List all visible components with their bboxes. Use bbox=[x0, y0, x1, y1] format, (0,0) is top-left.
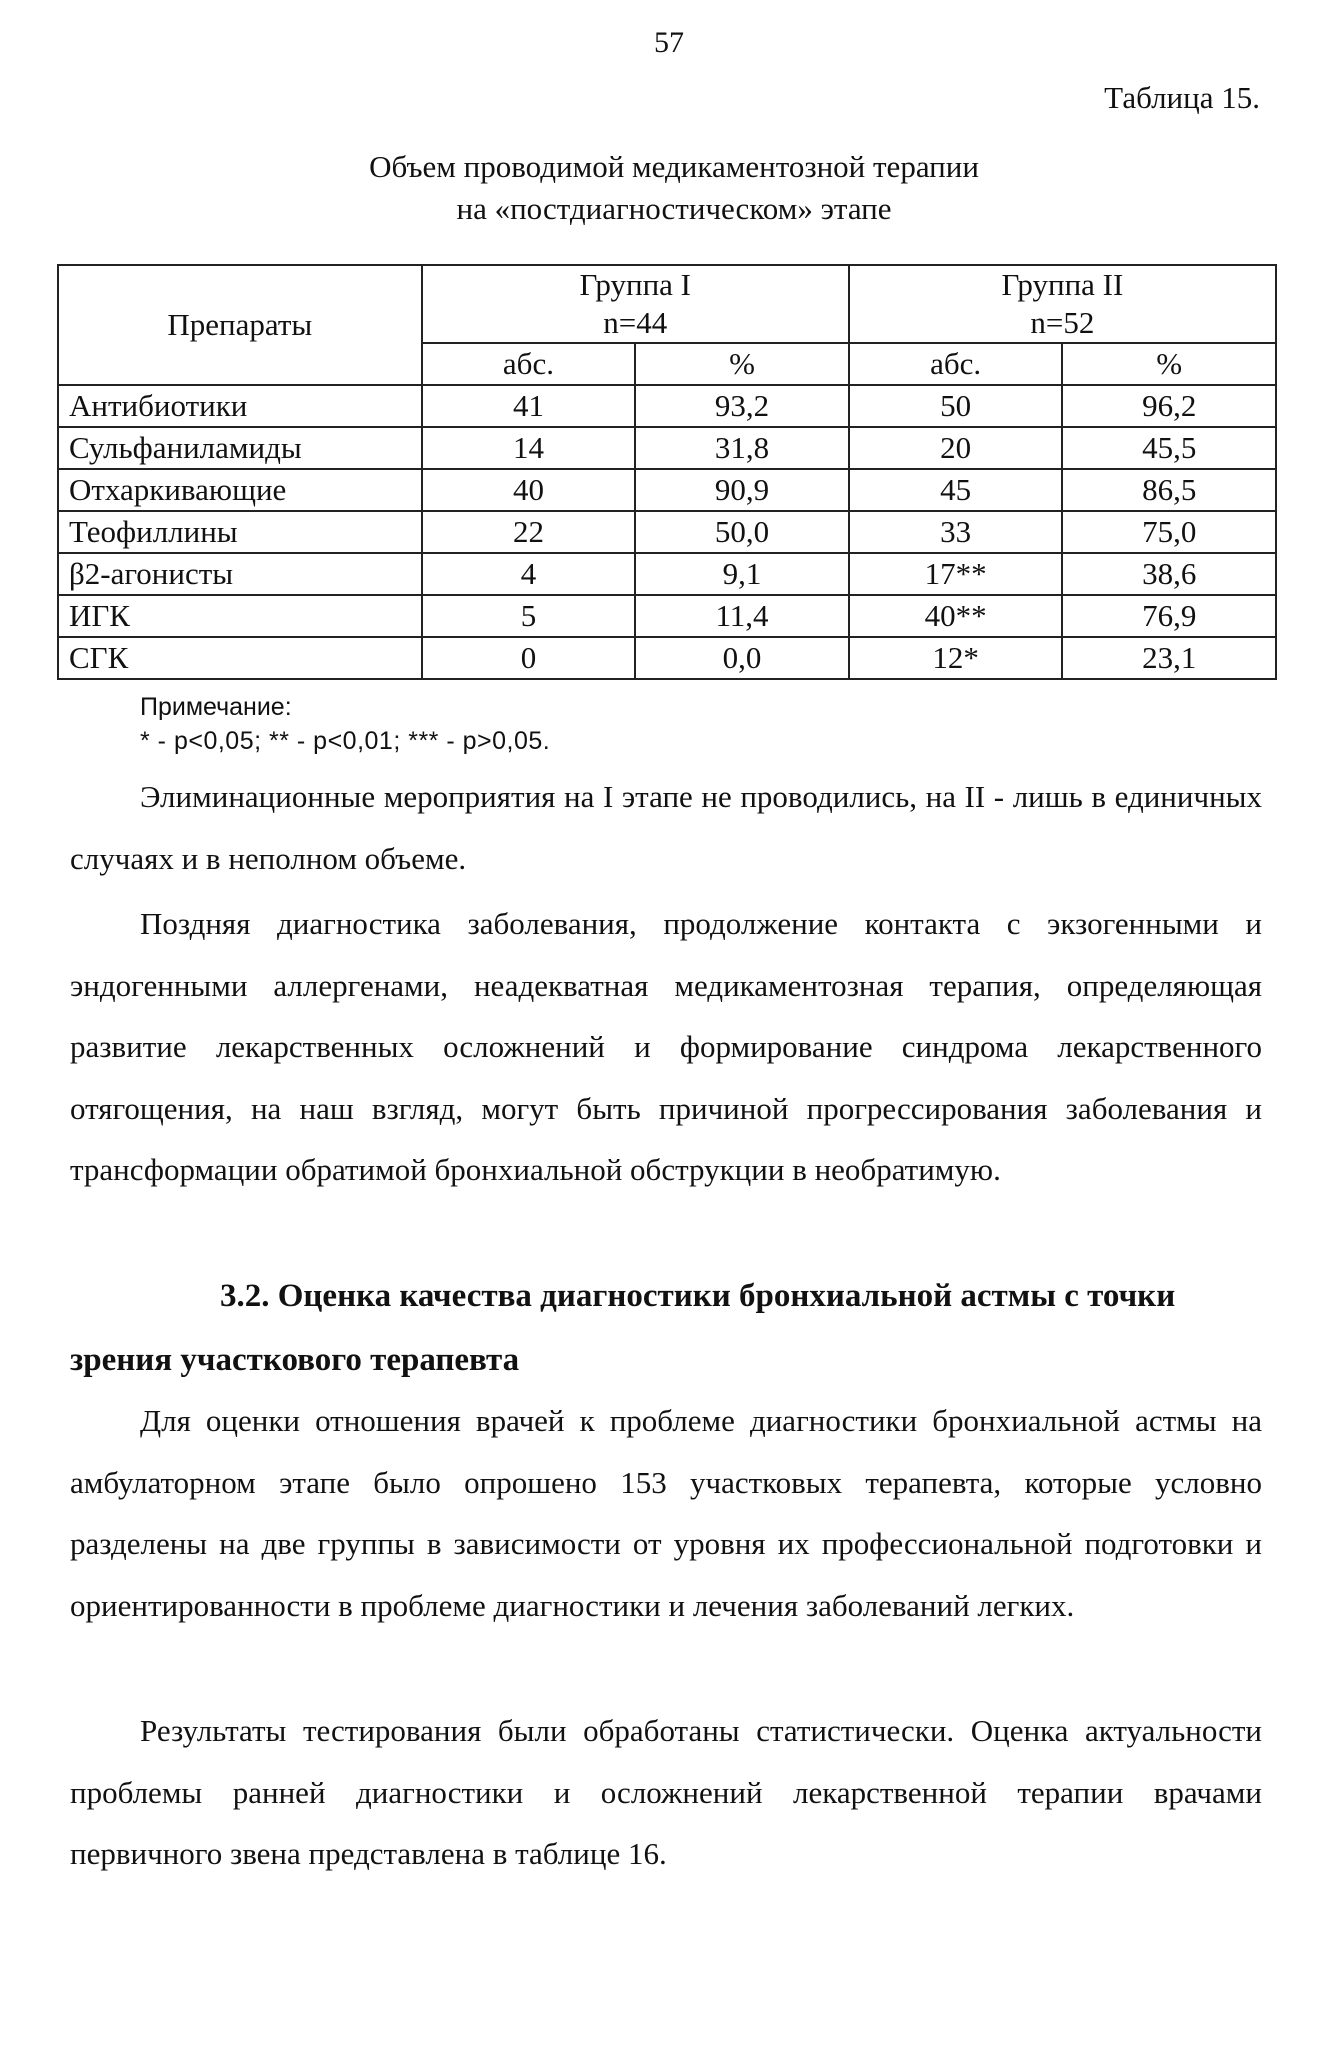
table-title-line-2: на «постдиагностическом» этапе bbox=[456, 191, 892, 226]
subheader-g1-pct: % bbox=[635, 343, 849, 385]
cell-drug: Теофиллины bbox=[58, 511, 422, 553]
cell-g2-pct: 23,1 bbox=[1062, 637, 1276, 679]
cell-g2-pct: 38,6 bbox=[1062, 553, 1276, 595]
cell-drug: Антибиотики bbox=[58, 385, 422, 427]
header-group-2 bbox=[849, 265, 1276, 343]
cell-g1-pct: 0,0 bbox=[635, 637, 849, 679]
table-title-line-1: Объем проводимой медикаментозной терапии bbox=[369, 149, 979, 184]
table-row bbox=[58, 511, 1276, 553]
cell-g1-pct: 11,4 bbox=[635, 595, 849, 637]
subheader-g2-pct: % bbox=[1062, 343, 1276, 385]
cell-g2-abs: 40** bbox=[849, 595, 1063, 637]
paragraph-survey: Для оценки отношения врачей к проблеме диагностики бронхиальной астмы на амбулаторном этапе было опрошено 153 участковых терапевта, которые условно разделены на две группы в зависимости от уровня их профессиональной подготовки и ориентированности в проблеме диагностики и лечения заболеваний легких. bbox=[70, 1403, 1262, 1623]
cell-g2-pct: 75,0 bbox=[1062, 511, 1276, 553]
cell-g1-pct: 9,1 bbox=[635, 553, 849, 595]
paragraph-late-diagnosis: Поздняя диагностика заболевания, продолжение контакта с экзогенными и эндогенными аллергенами, неадекватная медикаментозная терапия, определяющая развитие лекарственных осложнений и формирование синдрома лекарственного отягощения, на наш взгляд, могут быть причиной прогрессирования заболевания и трансформации обратимой бронхиальной обструкции в необратимую. bbox=[70, 906, 1262, 1187]
cell-drug: β2-агонисты bbox=[58, 553, 422, 595]
cell-g1-abs: 14 bbox=[422, 427, 636, 469]
cell-drug: Отхаркивающие bbox=[58, 469, 422, 511]
table-caption: Таблица 15. bbox=[1104, 80, 1260, 115]
note-significance: * - p<0,05; ** - p<0,01; *** - p>0,05. bbox=[140, 727, 551, 755]
cell-g1-pct: 31,8 bbox=[635, 427, 849, 469]
table-row bbox=[58, 637, 1276, 679]
header-group-2-n: n=52 bbox=[1030, 305, 1095, 340]
header-drugs: Препараты bbox=[58, 265, 422, 385]
cell-g2-abs: 12* bbox=[849, 637, 1063, 679]
cell-g1-pct: 90,9 bbox=[635, 469, 849, 511]
cell-g2-pct: 96,2 bbox=[1062, 385, 1276, 427]
table-note bbox=[140, 690, 550, 758]
cell-g1-abs: 22 bbox=[422, 511, 636, 553]
cell-g1-abs: 5 bbox=[422, 595, 636, 637]
cell-g1-abs: 0 bbox=[422, 637, 636, 679]
subheader-g1-abs: абс. bbox=[422, 343, 636, 385]
header-group-1-n: n=44 bbox=[603, 305, 668, 340]
table-row bbox=[58, 469, 1276, 511]
cell-g2-abs: 45 bbox=[849, 469, 1063, 511]
table-row bbox=[58, 553, 1276, 595]
subheader-g2-abs: абс. bbox=[849, 343, 1063, 385]
cell-g1-abs: 40 bbox=[422, 469, 636, 511]
cell-drug: СГК bbox=[58, 637, 422, 679]
table-row bbox=[58, 595, 1276, 637]
page-number: 57 bbox=[654, 26, 684, 59]
cell-g2-pct: 86,5 bbox=[1062, 469, 1276, 511]
therapy-table bbox=[57, 264, 1277, 680]
paragraph-elimination: Элиминационные мероприятия на I этапе не проводились, на II - лишь в единичных случаях и в неполном объеме. bbox=[70, 779, 1262, 876]
section-heading: 3.2. Оценка качества диагностики бронхиальной астмы с точки зрения участкового терапевта bbox=[70, 1278, 1176, 1378]
cell-drug: Сульфаниламиды bbox=[58, 427, 422, 469]
cell-drug: ИГК bbox=[58, 595, 422, 637]
cell-g1-abs: 4 bbox=[422, 553, 636, 595]
cell-g2-pct: 45,5 bbox=[1062, 427, 1276, 469]
table-row bbox=[58, 385, 1276, 427]
table-title bbox=[0, 146, 1338, 230]
cell-g2-abs: 50 bbox=[849, 385, 1063, 427]
cell-g1-abs: 41 bbox=[422, 385, 636, 427]
table-header-row bbox=[58, 265, 1276, 343]
note-label: Примечание: bbox=[140, 693, 292, 721]
cell-g2-abs: 17** bbox=[849, 553, 1063, 595]
cell-g2-pct: 76,9 bbox=[1062, 595, 1276, 637]
paragraph-results: Результаты тестирования были обработаны статистически. Оценка актуальности проблемы ранней диагностики и осложнений лекарственной терапии врачами первичного звена представлена в таблице 16. bbox=[70, 1713, 1262, 1871]
header-group-1 bbox=[422, 265, 849, 343]
cell-g2-abs: 20 bbox=[849, 427, 1063, 469]
header-group-1-label: Группа I bbox=[579, 267, 692, 302]
cell-g2-abs: 33 bbox=[849, 511, 1063, 553]
cell-g1-pct: 93,2 bbox=[635, 385, 849, 427]
header-group-2-label: Группа II bbox=[1001, 267, 1124, 302]
table-row bbox=[58, 427, 1276, 469]
cell-g1-pct: 50,0 bbox=[635, 511, 849, 553]
